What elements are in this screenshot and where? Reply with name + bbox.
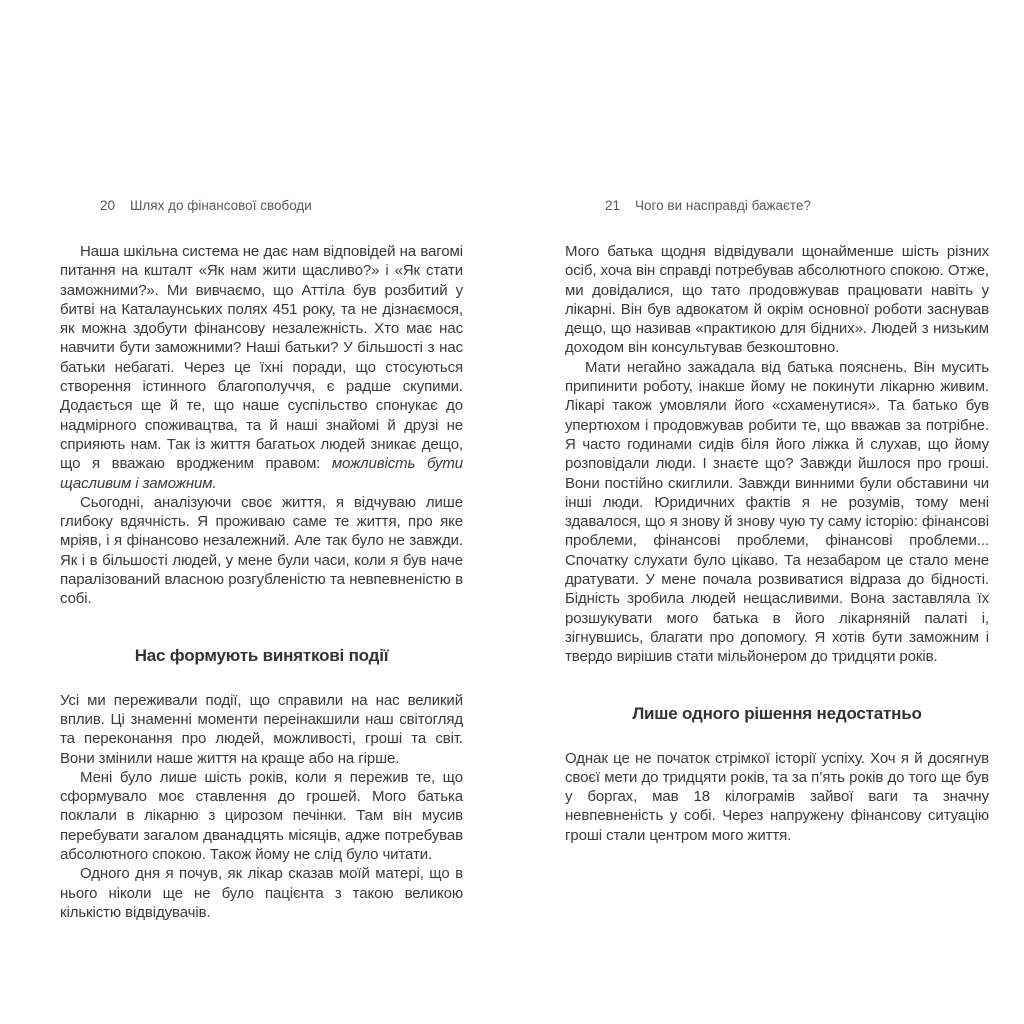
right-page — [565, 197, 989, 845]
paragraph-italic-text: можливість бути щасливим і заможним. — [60, 455, 463, 492]
left-running-title: Шлях до фінансової свободи — [130, 198, 312, 213]
left-page — [60, 197, 463, 922]
right-page-body — [565, 242, 989, 845]
paragraph: Сьогодні, аналізуючи своє життя, я відчуваю лише глибоку вдячність. Я проживаю саме те життя, про яке мріяв, і я фінансово незалежний. Але так було не завжди. Як і в більшості людей, у мене були часи, коли я був наче паралізований власною розгубленістю та невпевненістю в собі. — [60, 493, 463, 608]
right-page-number: 21 — [605, 198, 621, 213]
right-running-title: Чого ви насправді бажаєте? — [635, 198, 811, 213]
paragraph: Однак це не початок стрімкої історії успіху. Хоч я й досягнув своєї мети до тридцяти років, та за п’ять років до того ще був у боргах, мав 18 кілограмів зайвої ваги та значну невпевненість у собі. Через напружену фінансову ситуацію гроші стали центром мого життя. — [565, 749, 989, 844]
left-page-number: 20 — [100, 198, 116, 213]
paragraph: Мого батька щодня відвідували щонайменше шість різних осіб, хоча він справді потребував абсолютного спокою. Отже, ми довідалися, що тато продовжував працювати навіть у лікарні. Він був адвокатом й окрім основної роботи заснував дещо, що називав «практикою для бідних». Людей з низьким доходом він консультував безкоштовно. — [565, 243, 989, 357]
right-running-head — [565, 197, 989, 214]
paragraph-text: Наша шкільна система не дає нам відповідей на вагомі питання на кшталт «Як нам жити щасливо?» і «Як стати заможними?». Ми вивчаємо, що Аттіла був розбитий у битві на Каталаунських полях 451 року, та не дізнаємося, як можна здобути фінансову незалежність. Хто має нас навчити бути заможними? Наші батьки? У більшості з нас батьки небагаті. Через це їхні поради, що стосуються створення істинного благополуччя, є радше скупими. Додається ще й те, що наше суспільство спонукає до надмірного споживацтва, та й наші знайомі й друзі не сприяють нам. Так із життя багатьох людей зникає дещо, що я вважаю вродженим правом: — [60, 243, 463, 473]
paragraph: Мені було лише шість років, коли я пережив те, що сформувало моє ставлення до грошей. Мого батька поклали в лікарню з цирозом печінки. Там він мусив перебувати загалом дванадцять місяців, адже потребував абсолютного спокою. Також йому не слід було читати. — [60, 768, 463, 864]
paragraph — [60, 242, 463, 493]
section-heading: Нас формують виняткові події — [134, 645, 389, 665]
section-heading: Лише одного рішення недостатньо — [632, 703, 922, 723]
left-running-head — [60, 197, 463, 214]
paragraph: Мати негайно зажадала від батька пояснень. Він мусить припинити роботу, інакше йому не покинути лікарню живим. Лікарі також умовляли його «схаменутися». Та батько був упертюхом і продовжував робити те, що вважав за потрібне. Я часто годинами сидів біля його ліжка й слухав, що йому розповідали люди. І знаєте що? Завжди йшлося про гроші. Вони постійно скиглили. Завжди винними були обставини чи інші люди. Юридичних фактів я не розумів, тому мені здавалося, що я знову й знову чую ту саму історію: фінансові проблеми, фінансові проблеми, фінансові проблеми... Спочатку слухати було цікаво. Та незабаром це стало мене дратувати. У мене почала розвиватися відраза до бідності. Бідність зробила людей нещасливими. Вона заставляла їх розшукувати мого батька в його лікарняній палаті і, зігнувшись, благати про допомогу. Я хотів бути заможним і твердо вирішив стати мільйонером до тридцяти років. — [565, 358, 989, 666]
paragraph: Одного дня я почув, як лікар сказав моїй матері, що в нього ніколи ще не було пацієнта з такою великою кількістю відвідувачів. — [60, 865, 463, 921]
left-page-body — [60, 242, 463, 922]
paragraph: Усі ми переживали події, що справили на нас великий вплив. Ці знаменні моменти переінакшили наш світогляд та переконання про людей, можливості, гроші та світ. Вони змінили наше життя на краще або на гірше. — [60, 691, 463, 767]
